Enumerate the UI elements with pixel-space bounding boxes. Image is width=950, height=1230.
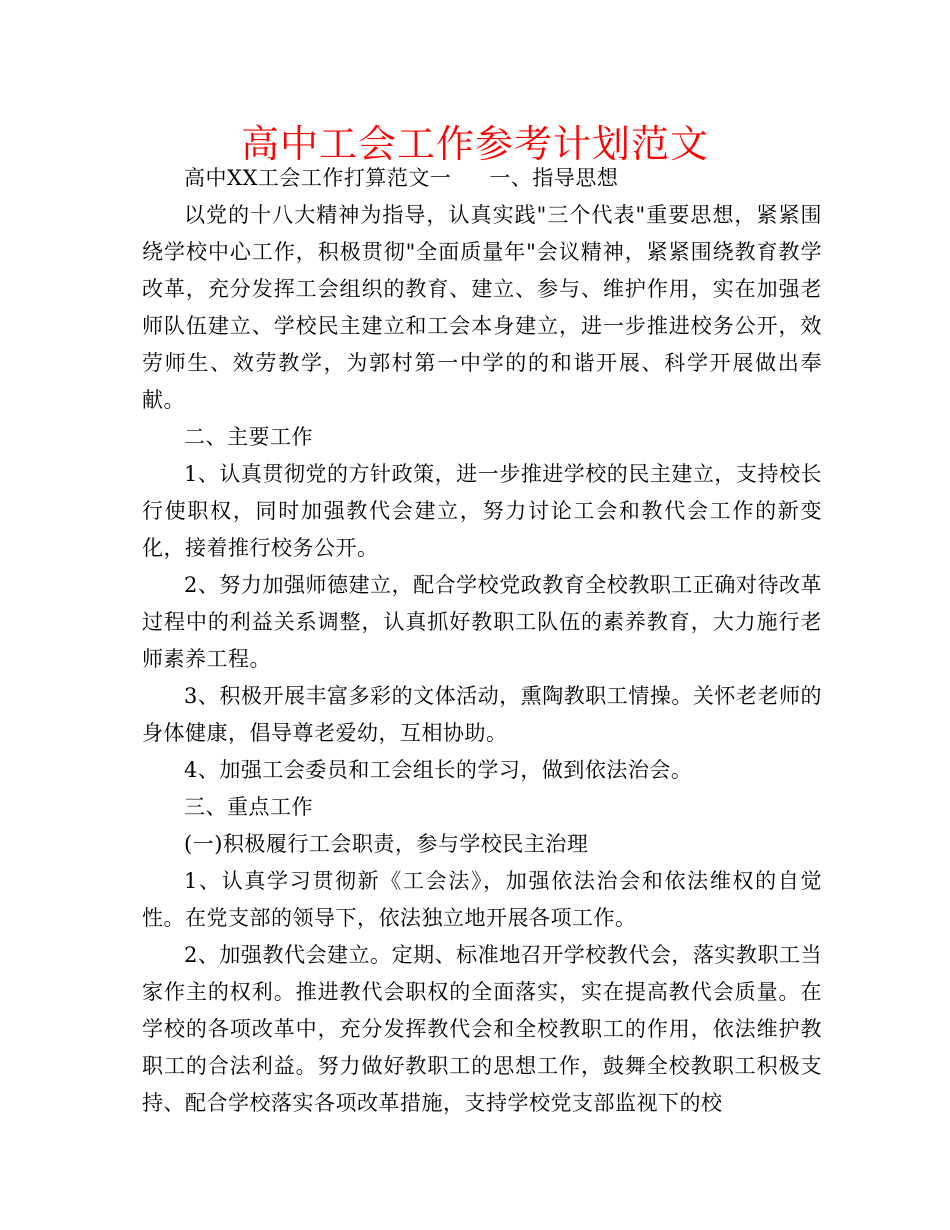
document-body xyxy=(142,160,822,1122)
heading-main-work: 二、主要工作 xyxy=(184,425,313,449)
paragraph-main-work-2: 2、努力加强师德建立，配合学校党政教育全校教职工正确对待改革过程中的利益关系调整，认真抓好教职工队伍的素养教育，大力施行老师素养工程。 xyxy=(142,573,822,671)
intro-line xyxy=(142,160,822,197)
document-title: 高中工会工作参考计划范文 xyxy=(240,122,709,166)
paragraph-main-work-4: 4、加强工会委员和工会组长的学习，做到依法治会。 xyxy=(184,758,693,782)
paragraph-main-work-3: 3、积极开展丰富多彩的文体活动，熏陶教职工情操。关怀老老师的身体健康，倡导尊老爱幼，互相协助。 xyxy=(142,684,822,745)
subheading-key-work-1: (一)积极履行工会职责，参与学校民主治理 xyxy=(184,832,589,856)
intro-right: 一、指导思想 xyxy=(489,166,619,190)
paragraph-guiding-ideology: 以党的十八大精神为指导，认真实践"三个代表"重要思想，紧紧围绕学校中心工作，积极贯彻"全面质量年"会议精神，紧紧围绕教育教学改革，充分发挥工会组织的教育、建立、参与、维护作用，实在加强老师队伍建立、学校民主建立和工会本身建立，进一步推进校务公开，效劳师生、效劳教学，为郭村第一中学的的和谐开展、科学开展做出奉献。 xyxy=(142,203,822,412)
paragraph-main-work-1: 1、认真贯彻党的方针政策，进一步推进学校的民主建立，支持校长行使职权，同时加强教代会建立，努力讨论工会和教代会工作的新变化，接着推行校务公开。 xyxy=(142,462,822,560)
intro-left: 高中XX工会工作打算范文一 xyxy=(184,166,452,190)
paragraph-key-work-1: 1、认真学习贯彻新《工会法》，加强依法治会和依法维权的自觉性。在党支部的领导下，依法独立地开展各项工作。 xyxy=(142,869,822,930)
heading-key-work: 三、重点工作 xyxy=(184,795,313,819)
paragraph-key-work-2: 2、加强教代会建立。定期、标准地召开学校教代会，落实教职工当家作主的权利。推进教代会职权的全面落实，实在提高教代会质量。在学校的各项改革中，充分发挥教代会和全校教职工的作用，依法维护教职工的合法利益。努力做好教职工的思想工作，鼓舞全校教职工积极支持、配合学校落实各项改革措施，支持学校党支部监视下的校 xyxy=(142,943,822,1115)
